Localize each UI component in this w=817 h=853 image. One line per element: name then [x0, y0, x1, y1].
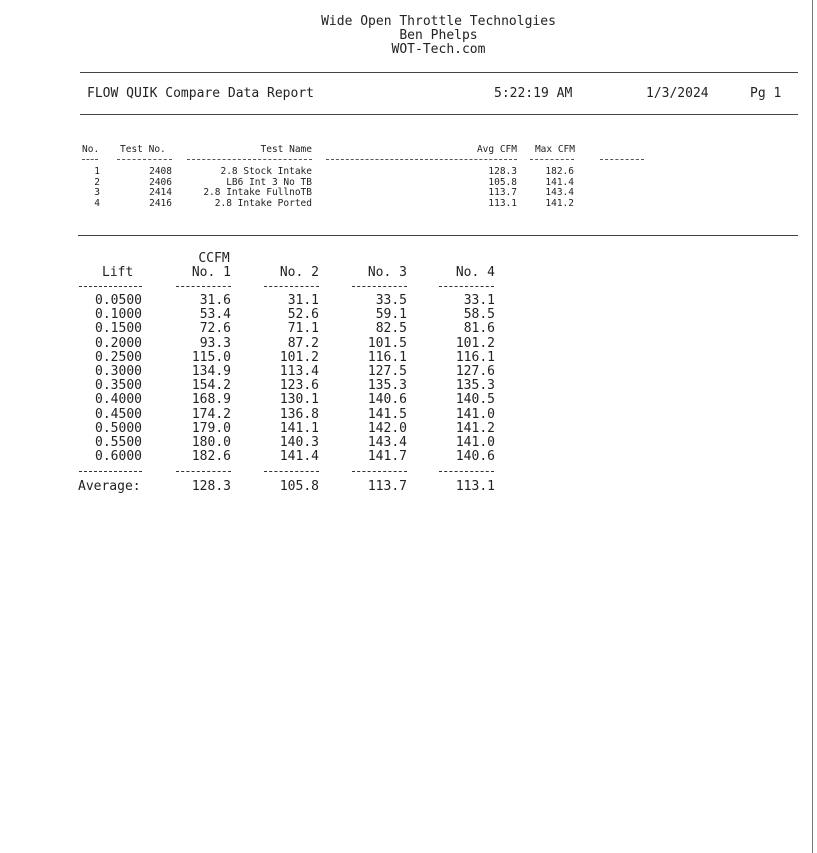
summary-cell-test-name: 2.8 Intake FullnoTB	[203, 187, 312, 199]
average-no3: 113.7	[367, 479, 407, 494]
flow-cell-no2: 31.1	[287, 293, 319, 308]
average-no4: 113.1	[455, 479, 495, 494]
col-header-test-no: Test No.	[120, 144, 166, 155]
report-date: 1/3/2024	[646, 86, 709, 101]
flow-cell-no3: 82.5	[375, 321, 407, 337]
flow-cell-lift: 0.4500	[95, 406, 142, 422]
col-header-no2: No. 2	[279, 265, 319, 280]
flow-cell-no3: 127.5	[367, 364, 407, 379]
flow-cell-lift: 0.5500	[95, 435, 142, 450]
header-underline-no3	[352, 286, 407, 288]
flow-cell-no2: 113.4	[279, 364, 319, 379]
flow-cell-no1: 134.9	[191, 364, 231, 379]
summary-rule-bottom	[78, 235, 798, 236]
summary-cell-test-name: 2.8 Stock Intake	[220, 166, 312, 177]
company-name: Wide Open Throttle Technolgies	[321, 14, 556, 29]
underline-no	[82, 159, 98, 161]
flow-cell-no1: 154.2	[191, 378, 231, 394]
flow-cell-no2: 71.1	[287, 321, 319, 337]
summary-cell-max-cfm: 141.2	[545, 198, 574, 210]
flow-cell-no4: 141.2	[455, 420, 495, 436]
flow-cell-no3: 141.7	[367, 449, 407, 465]
flow-cell-no4: 101.2	[455, 335, 495, 351]
flow-cell-no3: 59.1	[375, 307, 407, 323]
footer-underline-no3	[352, 471, 407, 473]
flow-cell-no4: 81.6	[463, 321, 495, 337]
page-number: Pg 1	[750, 86, 782, 101]
summary-cell-avg-cfm: 113.7	[488, 187, 517, 199]
flow-cell-no3: 143.4	[367, 435, 407, 450]
summary-cell-max-cfm: 143.4	[545, 187, 574, 199]
header-underline-no2	[264, 286, 319, 288]
flow-cell-no1: 53.4	[199, 307, 231, 323]
underline-test-no	[117, 159, 172, 161]
flow-cell-no1: 31.6	[199, 293, 231, 308]
person-name: Ben Phelps	[399, 28, 478, 43]
footer-underline-lift	[79, 471, 142, 473]
col-header-avg-cfm: Avg CFM	[476, 144, 517, 155]
flow-cell-lift: 0.2500	[95, 349, 142, 365]
col-header-lift: Lift	[102, 265, 134, 280]
summary-cell-test-no: 2416	[149, 198, 172, 210]
flow-cell-no4: 116.1	[455, 349, 495, 365]
flow-cell-no2: 87.2	[287, 335, 319, 351]
flow-cell-no3: 101.5	[367, 335, 407, 351]
summary-cell-avg-cfm: 105.8	[488, 176, 517, 188]
flow-cell-no4: 141.0	[455, 406, 495, 422]
flow-cell-no1: 182.6	[191, 449, 231, 465]
footer-underline-no1	[176, 471, 231, 473]
flow-cell-no1: 179.0	[191, 420, 231, 436]
underline-test-name	[187, 159, 312, 161]
summary-cell-test-no: 2414	[149, 187, 172, 199]
flow-cell-no3: 116.1	[367, 349, 407, 365]
col-header-max-cfm: Max CFM	[534, 144, 575, 155]
header-underline-lift	[79, 286, 142, 288]
flow-cell-no2: 101.2	[279, 349, 319, 365]
flow-cell-lift: 0.5000	[95, 420, 142, 436]
flow-cell-lift: 0.1000	[95, 307, 142, 323]
flow-cell-lift: 0.1500	[95, 321, 142, 337]
summary-cell-test-name: 2.8 Intake Ported	[214, 198, 312, 210]
summary-cell-no: 1	[94, 166, 100, 177]
underline-avg-cfm	[326, 159, 517, 161]
footer-underline-no4	[439, 471, 494, 473]
flow-cell-lift: 0.2000	[95, 335, 142, 351]
flow-cell-lift: 0.4000	[95, 392, 142, 408]
summary-cell-max-cfm: 182.6	[545, 166, 574, 177]
flow-cell-no3: 140.6	[367, 392, 407, 408]
summary-cell-test-no: 2406	[149, 176, 172, 188]
summary-cell-no: 2	[94, 176, 100, 188]
header-rule-bottom	[80, 114, 798, 115]
flow-cell-no2: 141.1	[279, 420, 319, 436]
flow-cell-no3: 33.5	[375, 293, 407, 308]
flow-cell-no2: 123.6	[279, 378, 319, 394]
underline-max-cfm	[530, 159, 574, 161]
col-header-test-name: Test Name	[260, 144, 312, 155]
header-underline-no4	[439, 286, 494, 288]
website: WOT-Tech.com	[391, 42, 486, 57]
flow-cell-no1: 72.6	[199, 321, 231, 337]
flow-cell-no3: 141.5	[367, 406, 407, 422]
header-underline-no1	[176, 286, 231, 288]
flow-cell-no1: 168.9	[191, 392, 231, 408]
col-header-no4: No. 4	[455, 265, 495, 280]
summary-cell-no: 3	[94, 187, 100, 199]
flow-cell-no4: 140.5	[455, 392, 495, 408]
flow-cell-no3: 142.0	[367, 420, 407, 436]
summary-cell-test-name: LB6 Int 3 No TB	[226, 176, 312, 188]
flow-cell-no4: 141.0	[455, 435, 495, 450]
flow-cell-no4: 127.6	[455, 364, 495, 379]
flow-cell-lift: 0.6000	[95, 449, 142, 465]
flow-cell-no2: 136.8	[279, 406, 319, 422]
flow-cell-no4: 58.5	[463, 307, 495, 323]
flow-cell-no2: 140.3	[279, 435, 319, 450]
flow-cell-no1: 174.2	[191, 406, 231, 422]
page-right-border	[812, 0, 813, 853]
average-no2: 105.8	[279, 479, 319, 494]
report-title: FLOW QUIK Compare Data Report	[87, 86, 314, 101]
col-header-no1: No. 1	[191, 265, 231, 280]
flow-cell-lift: 0.3500	[95, 378, 142, 394]
flow-cell-no1: 115.0	[191, 349, 231, 365]
flow-cell-no2: 130.1	[279, 392, 319, 408]
summary-cell-max-cfm: 141.4	[545, 176, 574, 188]
footer-underline-no2	[264, 471, 319, 473]
underline-extra	[600, 159, 644, 161]
summary-cell-avg-cfm: 113.1	[488, 198, 517, 210]
flow-cell-no4: 135.3	[455, 378, 495, 394]
average-no1: 128.3	[191, 479, 231, 494]
flow-cell-lift: 0.0500	[95, 293, 142, 308]
flow-cell-no4: 140.6	[455, 449, 495, 465]
flow-cell-no1: 180.0	[191, 435, 231, 450]
report-time: 5:22:19 AM	[494, 86, 573, 101]
flow-cell-no4: 33.1	[463, 293, 495, 308]
flow-cell-lift: 0.3000	[95, 364, 142, 379]
flow-cell-no1: 93.3	[199, 335, 231, 351]
col-header-no3: No. 3	[367, 265, 407, 280]
flow-cell-no2: 52.6	[287, 307, 319, 323]
header-rule-top	[80, 72, 798, 73]
flow-cell-no2: 141.4	[279, 449, 319, 465]
summary-cell-no: 4	[94, 198, 100, 210]
average-label: Average:	[78, 479, 141, 494]
summary-cell-test-no: 2408	[149, 166, 172, 177]
unit-label: CCFM	[198, 251, 230, 266]
summary-cell-avg-cfm: 128.3	[488, 166, 517, 177]
flow-cell-no3: 135.3	[367, 378, 407, 394]
col-header-no: No.	[82, 144, 100, 155]
